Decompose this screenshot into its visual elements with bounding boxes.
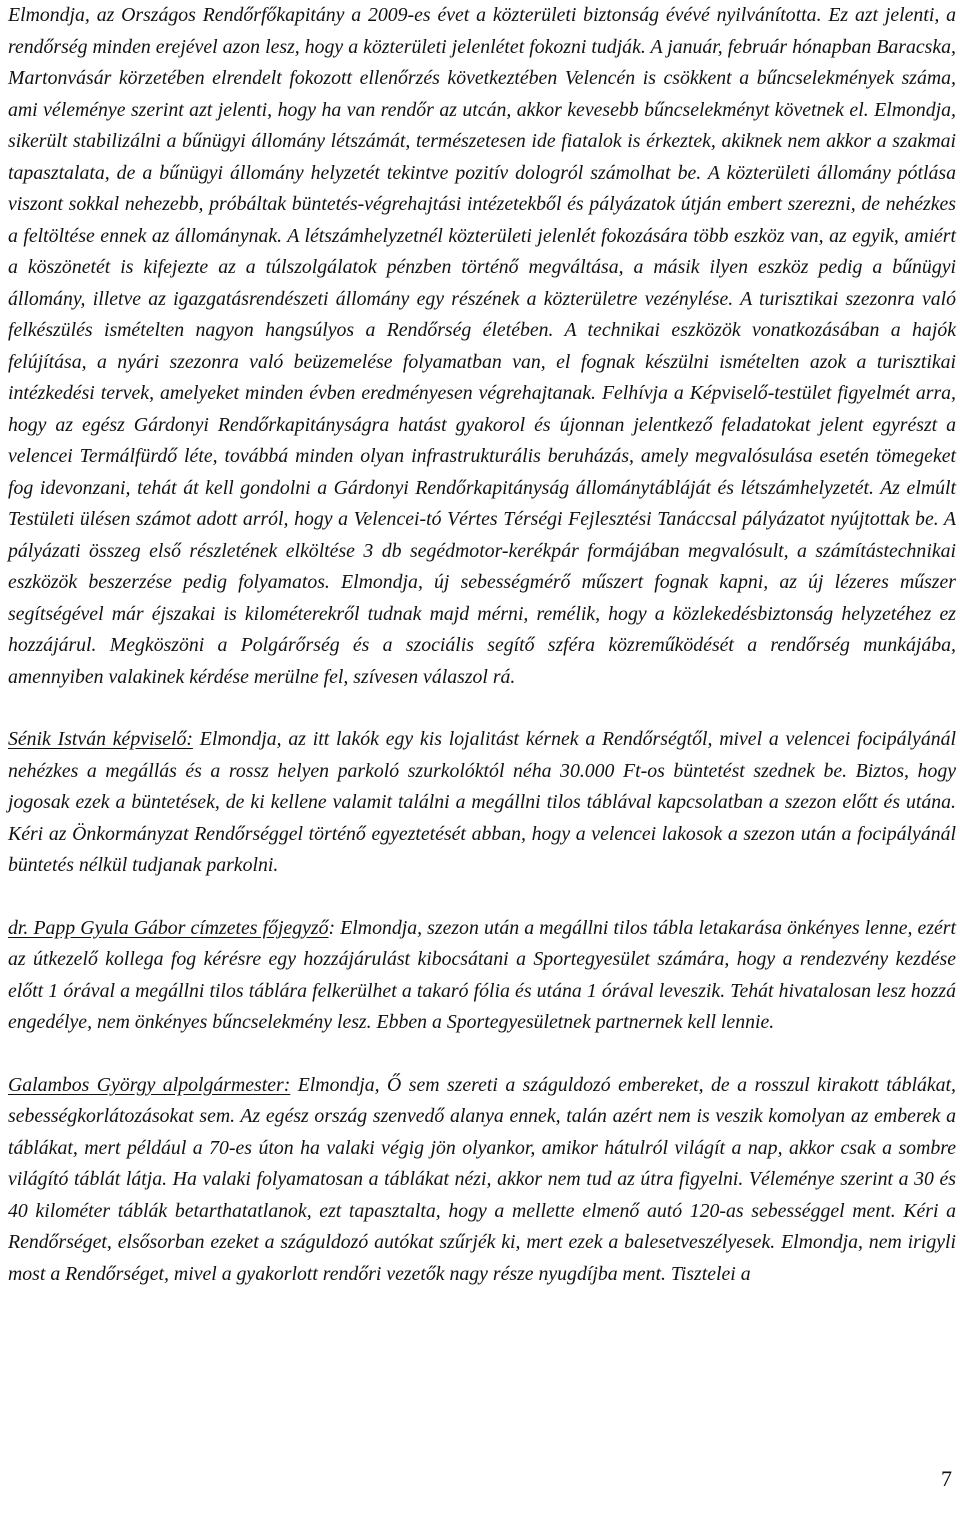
paragraph-police-report (8, 0, 956, 693)
paragraph-text: : Elmondja, szezon után a megállni tilos tábla letakarása önkényes lenne, ezért az útkezelő kollega fog kérésre egy hozzájárulást kibocsátani a Sportegyesület számára, hogy a rendezvény kezdése előtt 1 órával a megállni tilos táblára felkerülhet a takaró fólia és utána 1 órával leveszik. Tehát hivatalosan lesz hozzá engedélye, nem önkényes bűncselekmény lesz. Ebben a Sportegyesületnek partnernek kell lennie. (8, 916, 956, 1033)
paragraph-text: Elmondja, az Országos Rendőrfőkapitány a 2009-es évet a közterületi biztonság évévé nyilvánította. Ez azt jelenti, a rendőrség minden erejével azon lesz, hogy a közterületi jelenlétet fokozni tudják. A január, február hónapban Baracska, Martonvásár körzetében elrendelt fokozott ellenőrzés következtében Velencén is csökkent a bűncselekmények száma, ami véleménye szerint azt jelenti, hogy ha van rendőr az utcán, akkor kevesebb bűncselekményt követnek el. Elmondja, sikerült stabilizálni a bűnügyi állomány létszámát, természetesen ide fiatalok is érkeztek, akiknek nem akkor a szakmai tapasztalata, de a bűnügyi állomány helyzetét tekintve pozitív dologról számolhat be. A közterületi állomány pótlása viszont sokkal nehezebb, próbáltak büntetés-végrehajtási intézetekből és pályázatok útján embert szerezni, de nehézkes a feltöltése ennek az állománynak. A létszámhelyzetnél közterületi jelenlét fokozására több eszköz van, az egyik, amiért a köszönetét is kifejezte az a túlszolgálatok pénzben történő megváltása, a másik ilyen eszköz pedig a bűnügyi állomány, illetve az igazgatásrendészeti állomány egy részének a közterületre vezénylése. A turisztikai szezonra való felkészülés ismételten nagyon hangsúlyos a Rendőrség életében. A technikai eszközök vonatkozásában a hajók felújítása, a nyári szezonra való beüzemelése folyamatban van, el fognak készülni ismételten azok a turisztikai intézkedési tervek, amelyeket minden évben eredményesen végrehajtanak. Felhívja a Képviselő-testület figyelmét arra, hogy az egész Gárdonyi Rendőrkapitányságra hatást gyakorol és újonnan jelentkező feladatokat jelent egyrészt a velencei Termálfürdő léte, továbbá minden olyan infrastrukturális beruházás, amely megvalósulása esetén tömegeket fog idevonzani, tehát át kell gondolni a Gárdonyi Rendőrkapitányság állománytábláját és létszámhelyzetét. Az elmúlt Testületi ülésen számot adott arról, hogy a Velencei-tó Vértes Térségi Fejlesztési Tanáccsal pályázatot nyújtottak be. A pályázati összeg első részletének elköltése 3 db segédmotor-kerékpár formájában megvalósult, a számítástechnikai eszközök beszerzése pedig folyamatos. Elmondja, új sebességmérő műszert fognak kapni, az új lézeres műszer segítségével már éjszakai is kilométerekről tudnak majd mérni, remélik, hogy a közlekedésbiztonság helyzetéhez ez hozzájárul. Megköszöni a Polgárőrség és a szociális segítő szféra közreműködését a rendőrség munkájába, amennyiben valakinek kérdése merülne fel, szívesen válaszol rá. (8, 4, 956, 688)
paragraph-papp (8, 913, 956, 1039)
paragraph-galambos (8, 1070, 956, 1291)
document-body (8, 0, 956, 1290)
paragraph-senik (8, 724, 956, 882)
paragraph-text: Elmondja, Ő sem szereti a száguldozó embereket, de a rosszul kirakott táblákat, sebességkorlátozásokat sem. Az egész ország szenvedő alanya ennek, talán azért nem is veszik komolyan az emberek a táblákat, mert például a 70-es úton ha valaki végig jön olyankor, amikor hátulról világít a nap, akkor csak a sombre világító táblát látja. Ha valaki folyamatosan a táblákat nézi, akkor nem tud az útra figyelni. Véleménye szerint a 30 és 40 kilométer táblák betarthatatlanok, ezt tapasztalta, hogy a mellette elmenő autó 120-as sebességgel ment. Kéri a Rendőrséget, elsősorban ezeket a száguldozó autókat szűrjék ki, mert ezek a balesetveszélyesek. Elmondja, nem irigyli most a Rendőrséget, mivel a gyakorlott rendőri vezetők nagy része nyugdíjba ment. Tisztelei a (8, 1073, 956, 1285)
speaker-name: dr. Papp Gyula Gábor címzetes főjegyző (8, 916, 329, 939)
speaker-name: Galambos György alpolgármester: (8, 1073, 291, 1096)
speaker-name: Sénik István képviselő: (8, 728, 193, 750)
paragraph-text: Elmondja, az itt lakók egy kis lojalitást kérnek a Rendőrségtől, mivel a velencei focipályánál nehézkes a megállás és a rossz helyen parkoló szurkolóktól néha 30.000 Ft-os büntetést szednek be. Biztos, hogy jogosak ezek a büntetések, de ki kellene valamit találni a megállni tilos táblával kapcsolatban a szezon előtt és utána. Kéri az Önkormányzat Rendőrséggel történő egyeztetését abban, hogy a velencei lakosok a szezon után a focipályánál büntetés nélkül tudjanak parkolni. (8, 728, 957, 876)
page-number: 7 (941, 1466, 952, 1491)
